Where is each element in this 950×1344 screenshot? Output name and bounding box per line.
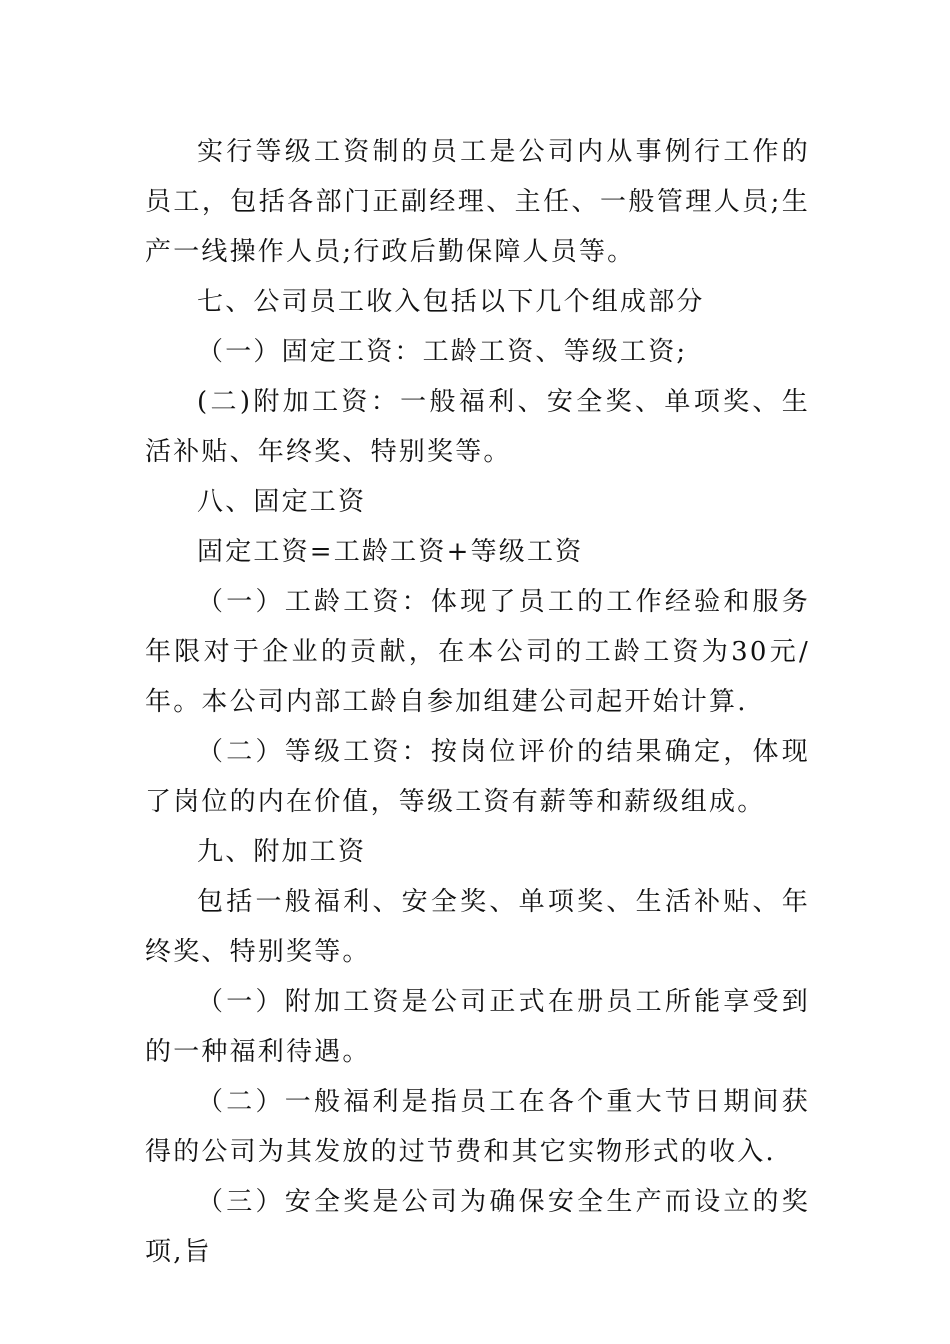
paragraph-grade-salary-scope: 实行等级工资制的员工是公司内从事例行工作的员工，包括各部门正副经理、主任、一般管理人员;生产一线操作人员;行政后勤保障人员等。 bbox=[145, 137, 810, 267]
paragraph-fixed-salary-formula: 固定工资=工龄工资+等级工资 bbox=[197, 537, 584, 567]
paragraph-additional-salary-item: (二)附加工资：一般福利、安全奖、单项奖、生活补贴、年终奖、特别奖等。 bbox=[145, 387, 810, 467]
paragraph-seniority-salary: （一）工龄工资：体现了员工的工作经验和服务年限对于企业的贡献，在本公司的工龄工资为30元/年。本公司内部工龄自参加组建公司起开始计算. bbox=[145, 587, 810, 717]
heading-section-8: 八、固定工资 bbox=[197, 487, 367, 517]
heading-section-9: 九、附加工资 bbox=[197, 837, 367, 867]
paragraph-additional-salary-benefit: （一）附加工资是公司正式在册员工所能享受到的一种福利待遇。 bbox=[145, 987, 810, 1067]
paragraph-grade-salary: （二）等级工资：按岗位评价的结果确定，体现了岗位的内在价值，等级工资有薪等和薪级组成。 bbox=[145, 737, 810, 817]
heading-section-7: 七、公司员工收入包括以下几个组成部分 bbox=[197, 287, 705, 317]
document-body bbox=[145, 127, 810, 1277]
paragraph-general-welfare: （二）一般福利是指员工在各个重大节日期间获得的公司为其发放的过节费和其它实物形式的收入. bbox=[145, 1087, 810, 1167]
paragraph-additional-salary-scope: 包括一般福利、安全奖、单项奖、生活补贴、年终奖、特别奖等。 bbox=[145, 887, 810, 967]
paragraph-safety-bonus: （三）安全奖是公司为确保安全生产而设立的奖项,旨 bbox=[145, 1187, 810, 1267]
paragraph-fixed-salary-item: （一）固定工资：工龄工资、等级工资; bbox=[197, 337, 688, 367]
